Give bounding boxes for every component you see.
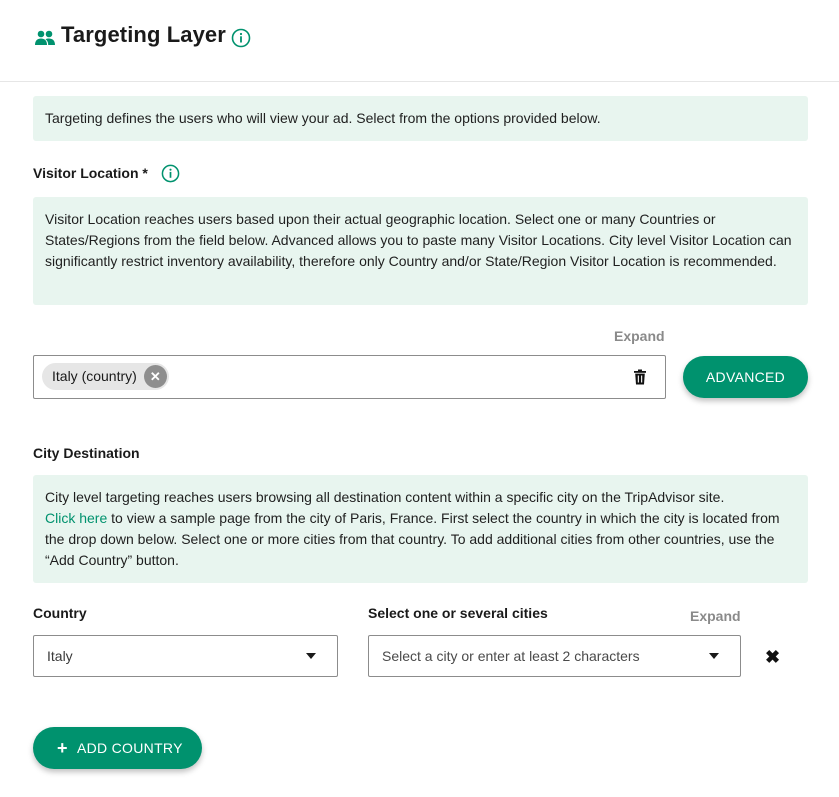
trash-icon[interactable]	[633, 369, 647, 385]
targeting-intro-box	[33, 96, 808, 141]
country-label: Country	[33, 605, 87, 621]
country-select[interactable]	[33, 635, 338, 677]
advanced-button[interactable]: ADVANCED	[683, 356, 808, 398]
visitor-location-description	[33, 197, 808, 305]
chip-label: Italy (country)	[52, 368, 137, 384]
intro-text: Targeting defines the users who will view your ad. Select from the options provided below.	[45, 110, 601, 126]
cities-expand-link[interactable]: Expand	[690, 608, 741, 624]
visitor-location-expand-link[interactable]: Expand	[614, 328, 665, 344]
visitor-location-label: Visitor Location *	[33, 165, 148, 181]
info-icon[interactable]	[161, 164, 180, 183]
info-icon[interactable]	[231, 28, 251, 48]
add-country-button[interactable]	[33, 727, 202, 769]
city-destination-label: City Destination	[33, 445, 140, 461]
chevron-down-icon	[306, 653, 316, 659]
country-select-value: Italy	[47, 648, 73, 664]
close-circle-icon[interactable]: ✕	[144, 365, 167, 388]
city-destination-description	[33, 475, 808, 583]
cities-label: Select one or several cities	[368, 605, 548, 621]
add-country-label: ADD COUNTRY	[77, 740, 183, 756]
visitor-location-input[interactable]	[33, 355, 666, 399]
city-description-text-2: to view a sample page from the city of Paris, France. First select the country in which the city is located from the drop down below. Select one or more cities from that country. To add additional cities from other countries, use the “Add Country” button.	[45, 510, 780, 568]
page-title: Targeting Layer	[61, 22, 226, 47]
cities-select[interactable]	[368, 635, 741, 677]
plus-icon: +	[57, 738, 68, 758]
visitor-location-description-text: Visitor Location reaches users based upon their actual geographic location. Select one or many Countries or States/Regions from the field below. Advanced allows you to paste many Visitor Locations. City level Visitor Location can significantly restrict inventory availability, therefore only Country and/or State/Region Visitor Location is recommended.	[45, 211, 792, 269]
cities-select-placeholder: Select a city or enter at least 2 characters	[382, 648, 640, 664]
page-header	[0, 0, 839, 82]
people-icon	[35, 30, 55, 46]
selected-location-chip	[42, 363, 169, 390]
sample-page-link[interactable]: Click here	[45, 510, 108, 526]
chevron-down-icon	[709, 653, 719, 659]
city-description-text-1: City level targeting reaches users browsing all destination content within a specific city on the TripAdvisor site.	[45, 489, 725, 505]
close-icon[interactable]: ✖	[765, 647, 781, 667]
